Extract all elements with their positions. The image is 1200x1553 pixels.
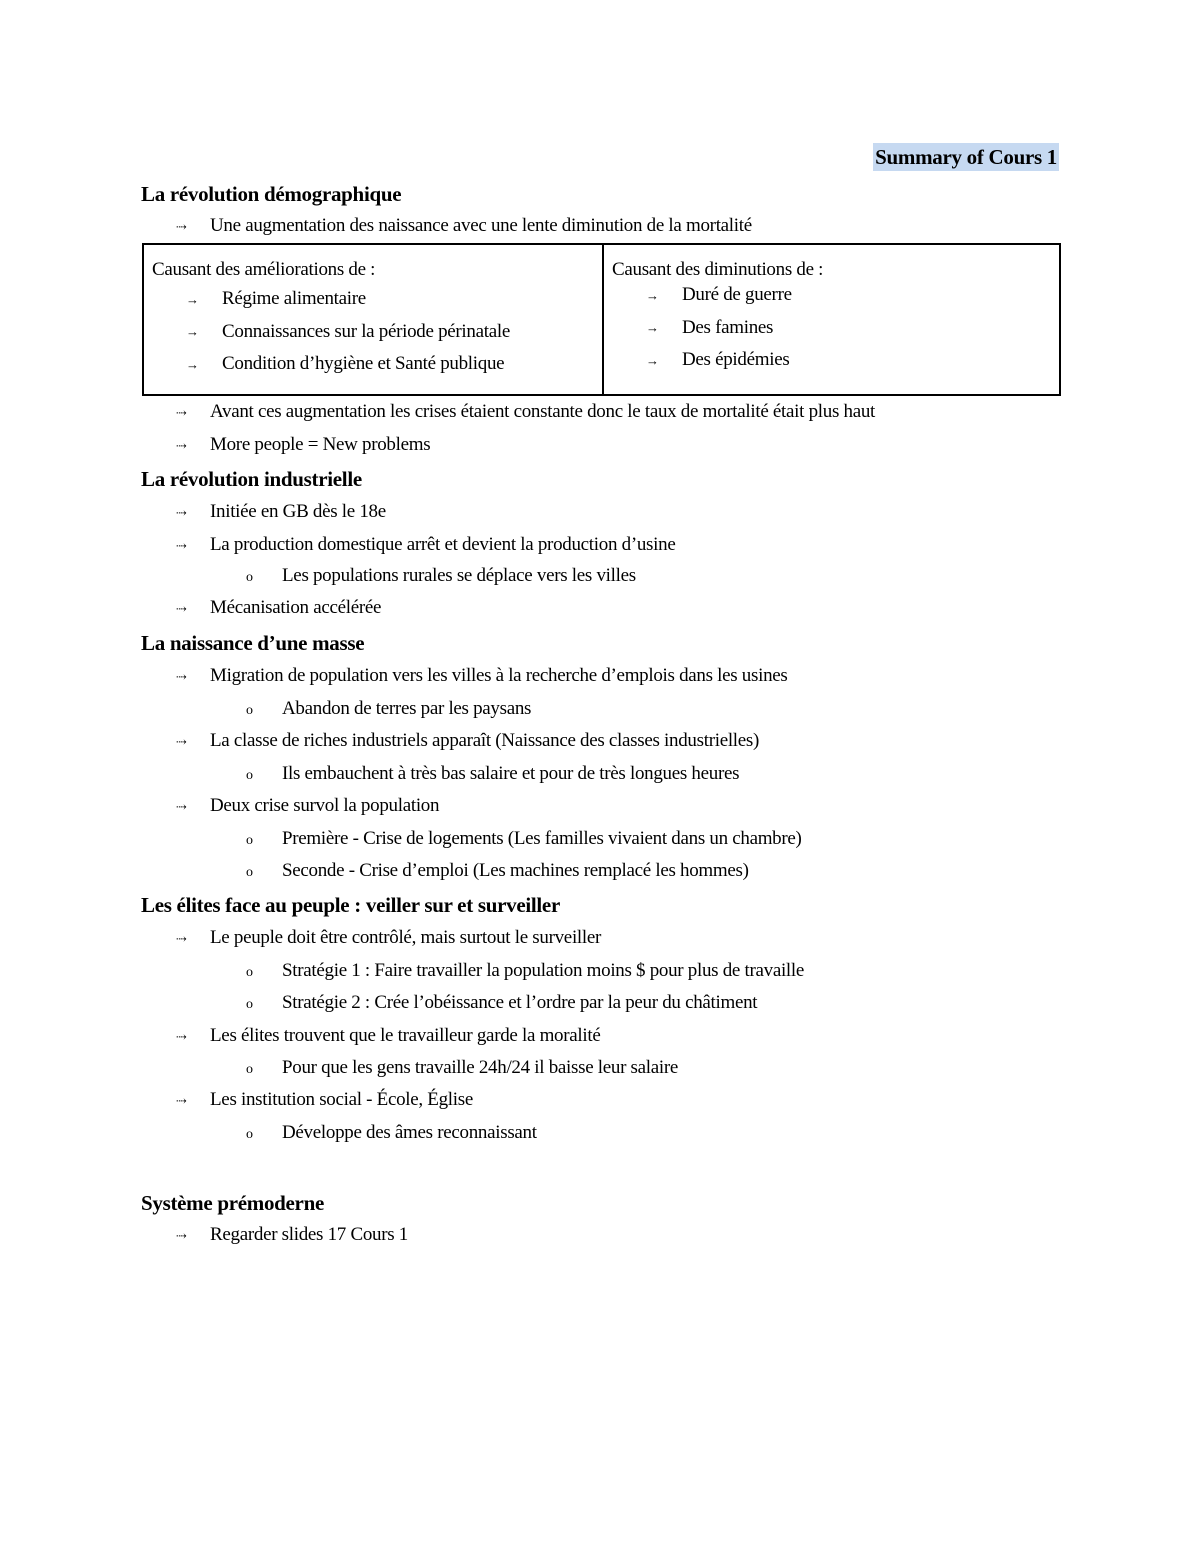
list-item: → Des épidémies bbox=[612, 344, 1051, 377]
arrow-bullet-icon: → bbox=[646, 320, 659, 336]
sub-list-item: o Seconde - Crise d’emploi (Les machines remplacé les hommes) bbox=[246, 858, 749, 886]
list-item: ⇢ Avant ces augmentation les crises étaient constante donc le taux de mortalité était plus haut bbox=[176, 399, 875, 426]
causes-table bbox=[142, 243, 1061, 396]
arrow-bullet-icon: ⇢ bbox=[176, 930, 187, 946]
arrow-bullet-icon: → bbox=[186, 291, 199, 307]
section-heading-demographic: La révolution démographique bbox=[141, 182, 402, 206]
arrow-bullet-icon: ⇢ bbox=[176, 1028, 187, 1044]
sub-list-item: o Abandon de terres par les paysans bbox=[246, 696, 531, 724]
list-item: ⇢ Mécanisation accélérée bbox=[176, 595, 381, 622]
list-item: → Régime alimentaire bbox=[152, 283, 594, 316]
arrow-bullet-icon: ⇢ bbox=[176, 1092, 187, 1108]
list-item: ⇢ Les élites trouvent que le travailleur garde la moralité bbox=[176, 1023, 600, 1050]
list-item: ⇢ La production domestique arrêt et devient la production d’usine bbox=[176, 532, 675, 559]
arrow-bullet-icon: ⇢ bbox=[176, 437, 187, 453]
sub-list-item: o Pour que les gens travaille 24h/24 il baisse leur salaire bbox=[246, 1055, 678, 1083]
sub-list-item: o Ils embauchent à très bas salaire et pour de très longues heures bbox=[246, 761, 739, 789]
sub-list-item: o Les populations rurales se déplace vers les villes bbox=[246, 563, 636, 591]
diminutions-heading: Causant des diminutions de : bbox=[612, 259, 824, 280]
section-heading-mass: La naissance d’une masse bbox=[141, 631, 365, 655]
section-heading-elites: Les élites face au peuple : veiller sur et surveiller bbox=[141, 893, 560, 917]
circle-bullet-icon: o bbox=[246, 865, 253, 880]
arrow-bullet-icon: ⇢ bbox=[176, 733, 187, 749]
circle-bullet-icon: o bbox=[246, 1062, 253, 1077]
document-title: Summary of Cours 1 bbox=[875, 145, 1057, 169]
arrow-bullet-icon: ⇢ bbox=[176, 1227, 187, 1243]
arrow-bullet-icon: ⇢ bbox=[176, 600, 187, 616]
circle-bullet-icon: o bbox=[246, 570, 253, 585]
list-item: ⇢ Regarder slides 17 Cours 1 bbox=[176, 1222, 408, 1249]
diminutions-cell bbox=[603, 244, 1060, 395]
arrow-bullet-icon: → bbox=[186, 356, 199, 372]
circle-bullet-icon: o bbox=[246, 833, 253, 848]
list-item: ⇢ La classe de riches industriels apparaît (Naissance des classes industrielles) bbox=[176, 728, 759, 755]
sub-list-item: o Stratégie 2 : Crée l’obéissance et l’ordre par la peur du châtiment bbox=[246, 990, 757, 1018]
sub-list-item: o Première - Crise de logements (Les familles vivaient dans un chambre) bbox=[246, 826, 802, 854]
arrow-bullet-icon: ⇢ bbox=[176, 504, 187, 520]
arrow-bullet-icon: ⇢ bbox=[176, 668, 187, 684]
circle-bullet-icon: o bbox=[246, 1127, 253, 1142]
section-heading-premodern: Système prémoderne bbox=[141, 1191, 324, 1215]
list-item: ⇢ More people = New problems bbox=[176, 432, 430, 459]
circle-bullet-icon: o bbox=[246, 997, 253, 1012]
sub-list-item: o Développe des âmes reconnaissant bbox=[246, 1120, 537, 1148]
list-item: → Connaissances sur la période périnatale bbox=[152, 316, 594, 349]
circle-bullet-icon: o bbox=[246, 703, 253, 718]
arrow-bullet-icon: → bbox=[646, 352, 659, 368]
list-item: → Duré de guerre bbox=[612, 279, 1051, 312]
arrow-bullet-icon: ⇢ bbox=[176, 218, 187, 234]
arrow-bullet-icon: ⇢ bbox=[176, 537, 187, 553]
circle-bullet-icon: o bbox=[246, 768, 253, 783]
arrow-bullet-icon: → bbox=[646, 287, 659, 303]
arrow-bullet-icon: ⇢ bbox=[176, 404, 187, 420]
list-item: ⇢ Deux crise survol la population bbox=[176, 793, 439, 820]
improvements-cell bbox=[143, 244, 603, 395]
sub-list-item: o Stratégie 1 : Faire travailler la population moins $ pour plus de travaille bbox=[246, 958, 804, 986]
list-item: ⇢ Les institution social - École, Église bbox=[176, 1087, 473, 1114]
section-heading-industrial: La révolution industrielle bbox=[141, 467, 362, 491]
circle-bullet-icon: o bbox=[246, 965, 253, 980]
improvements-heading: Causant des améliorations de : bbox=[152, 259, 376, 280]
list-item: ⇢ Le peuple doit être contrôlé, mais surtout le surveiller bbox=[176, 925, 601, 952]
list-item: ⇢ Une augmentation des naissance avec une lente diminution de la mortalité bbox=[176, 213, 752, 240]
list-item: ⇢ Migration de population vers les villes à la recherche d’emplois dans les usines bbox=[176, 663, 788, 690]
arrow-bullet-icon: → bbox=[186, 324, 199, 340]
arrow-bullet-icon: ⇢ bbox=[176, 798, 187, 814]
list-item: → Condition d’hygiène et Santé publique bbox=[152, 348, 594, 381]
list-item: ⇢ Initiée en GB dès le 18e bbox=[176, 499, 386, 526]
list-item: → Des famines bbox=[612, 312, 1051, 345]
